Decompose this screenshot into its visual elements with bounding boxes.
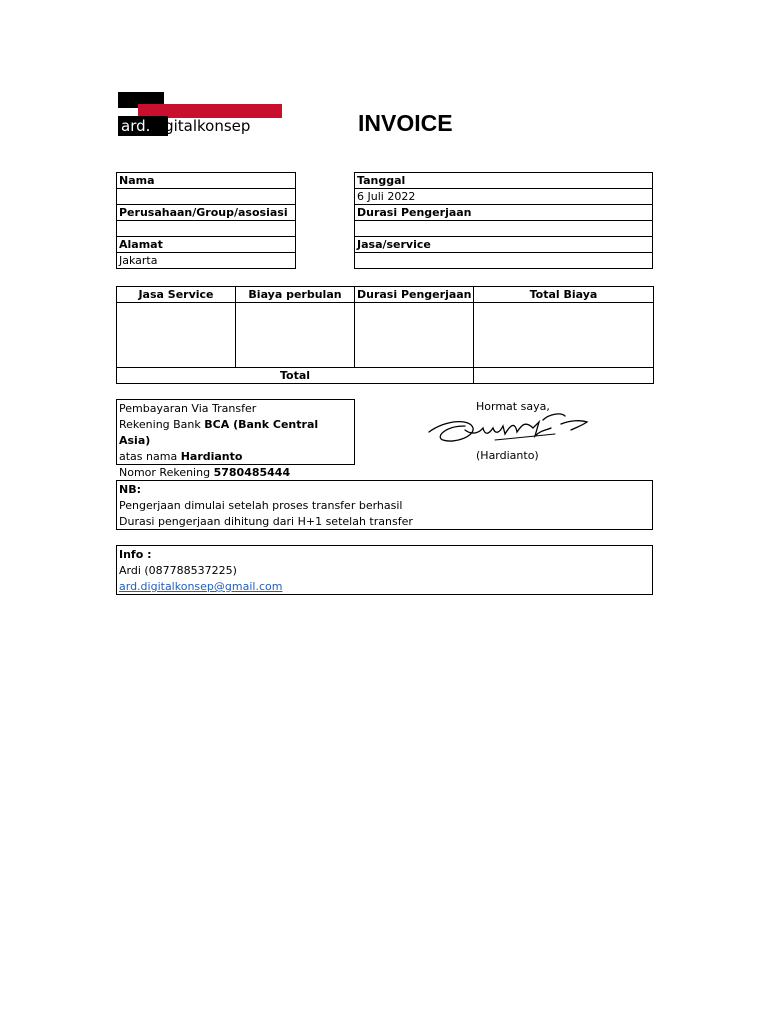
header-biaya-perbulan: Biaya perbulan: [236, 287, 355, 303]
cell-total-biaya: [474, 303, 654, 368]
note-line-2: Durasi pengerjaan dihitung dari H+1 setelah transfer: [119, 515, 413, 528]
info-label: Info :: [119, 548, 152, 561]
duration-value: [355, 221, 653, 237]
payment-bank-name: BCA (Bank Central Asia): [119, 418, 319, 447]
signature-name: (Hardianto): [476, 449, 539, 462]
header-jasa-service: Jasa Service: [117, 287, 236, 303]
payment-holder-prefix: atas nama: [119, 450, 181, 463]
payment-line-2: [119, 417, 352, 449]
date-label: Tanggal: [355, 173, 653, 189]
logo-prefix: ard.: [121, 117, 151, 135]
address-value: Jakarta: [117, 253, 296, 269]
company-value: [117, 221, 296, 237]
items-table: [116, 286, 654, 384]
cell-jasa-service: [117, 303, 236, 368]
company-label: Perusahaan/Group/asosiasi: [117, 205, 296, 221]
invoice-title: INVOICE: [358, 110, 453, 136]
name-value: [117, 189, 296, 205]
note-label: NB:: [119, 483, 141, 496]
payment-info-box: [116, 399, 355, 479]
payment-line-3: [119, 449, 352, 465]
handwritten-signature: [425, 410, 595, 450]
payment-line-4: [119, 465, 352, 481]
logo-suffix: digitalkonsep: [150, 117, 251, 135]
payment-account-prefix: Nomor Rekening: [119, 466, 214, 479]
name-label: Nama: [117, 173, 296, 189]
total-value: [474, 368, 654, 384]
logo-text: [121, 116, 250, 136]
service-value: [355, 253, 653, 269]
header-durasi-pengerjaan: Durasi Pengerjaan: [355, 287, 474, 303]
date-value: 6 Juli 2022: [355, 189, 653, 205]
payment-bank-prefix: Rekening Bank: [119, 418, 205, 431]
info-email-container: [119, 579, 650, 595]
note-line-1: Pengerjaan dimulai setelah proses transfer berhasil: [119, 499, 403, 512]
cell-durasi-pengerjaan: [355, 303, 474, 368]
payment-account-number: 5780485444: [213, 466, 291, 479]
note-box: [116, 480, 653, 530]
total-label: Total: [117, 368, 474, 384]
signature-greeting: Hormat saya,: [476, 400, 550, 413]
client-info-table: [116, 172, 296, 269]
duration-label: Durasi Pengerjaan: [355, 205, 653, 221]
info-box: [116, 545, 653, 595]
info-email-link[interactable]: ard.digitalkonsep@gmail.com: [119, 580, 283, 593]
service-label: Jasa/service: [355, 237, 653, 253]
cell-biaya-perbulan: [236, 303, 355, 368]
invoice-details-table: [354, 172, 653, 269]
payment-line-1: Pembayaran Via Transfer: [119, 402, 257, 415]
payment-holder-name: Hardianto: [180, 450, 243, 463]
header-total-biaya: Total Biaya: [474, 287, 654, 303]
table-row: [117, 303, 654, 368]
info-contact: Ardi (087788537225): [119, 564, 237, 577]
address-label: Alamat: [117, 237, 296, 253]
